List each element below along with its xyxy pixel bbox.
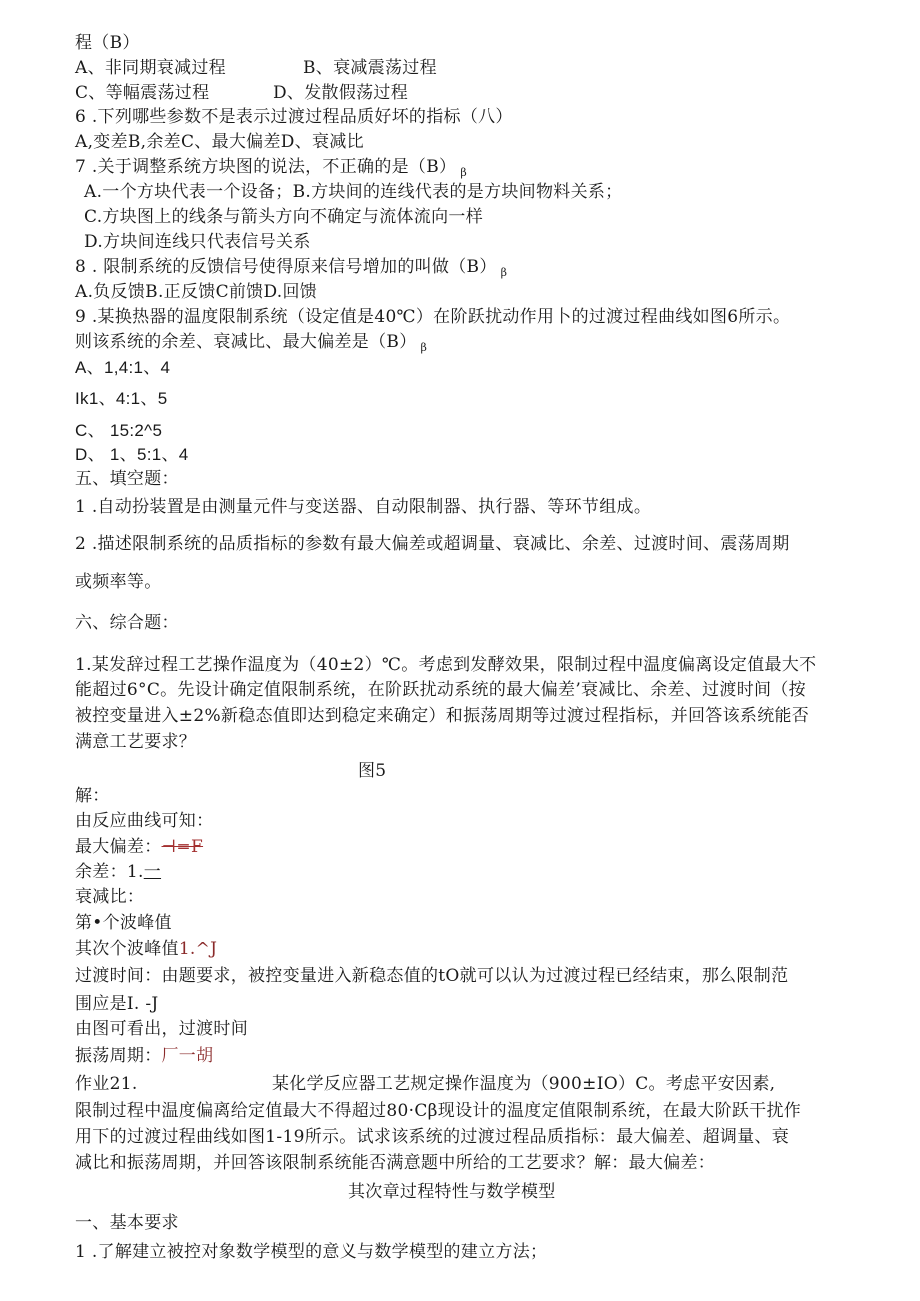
question-7-option-d: D.方块间连线只代表信号关系 xyxy=(84,232,311,252)
problem-text: 满意工艺要求？ xyxy=(75,732,197,752)
problem-text: 1.某发辞过程工艺操作温度为（40±2）℃。考虑到发酵效果，限制过程中温度偏离设定值最大不 xyxy=(75,655,817,675)
homework-text: 某化学反应器工艺规定操作温度为（900±IO）C。考虑平安因素, xyxy=(272,1074,776,1094)
question-8-text: 8 . 限制系统的反馈信号使得原来信号增加的叫做（B） xyxy=(75,257,497,277)
stray-mark: β xyxy=(420,341,428,354)
option-line xyxy=(75,82,209,104)
fill-blank-1: 1 .自动扮装置是由测量元件与变送器、自动限制器、执行器、等环节组成。 xyxy=(75,497,652,517)
transition-time-line: 过渡时间：由题要求，被控变量进入新稳态值的tO就可以认为过渡过程已经结束，那么限制范 xyxy=(75,966,789,986)
fill-blank-2-cont: 或频率等。 xyxy=(75,572,162,592)
oscillation-period-line xyxy=(75,1045,213,1067)
answer-option-c: C、 15:2^5 xyxy=(75,421,163,440)
max-deviation-label: 最大偏差： xyxy=(75,837,162,857)
chapter-title: 其次章过程特性与数学模型 xyxy=(348,1182,556,1202)
fill-blank-2: 2 .描述限制系统的品质指标的参数有最大偏差或超调量、衰减比、余差、过渡时间、震荡周期 xyxy=(75,534,790,554)
option-b: B、衰减震荡过程 xyxy=(303,58,437,78)
answer-option-b: Ik1、4:1、5 xyxy=(75,389,168,408)
stray-mark: β xyxy=(460,166,467,179)
section-heading: 五、填空题： xyxy=(75,469,179,489)
transition-time-result: 由图可看出，过渡时间 xyxy=(75,1019,248,1039)
option-line xyxy=(303,57,437,79)
homework-number: 作业21. xyxy=(75,1074,138,1094)
problem-text: 被控变量进入±2%新稳态值即达到稳定来确定）和振荡周期等过渡过程指标，并回答该系统能否 xyxy=(75,706,810,726)
solution-heading: 解： xyxy=(75,786,110,806)
figure-label: 图5 xyxy=(358,761,387,781)
section-heading: 六、综合题： xyxy=(75,613,179,633)
problem-text: 能超过6°C。先设计确定值限制系统，在阶跃扰动系统的最大偏差’衰减比、余差、过渡时间（按 xyxy=(75,680,806,700)
option-d: D、发散假荡过程 xyxy=(273,83,409,103)
residual-label: 余差：1. xyxy=(75,862,144,882)
question-9-cont xyxy=(75,331,427,359)
question-9: 9 .某换热器的温度限制系统（设定值是40℃）在阶跃扰动作用卜的过渡过程曲线如图6所示。 xyxy=(75,307,791,327)
question-9-text: 则该系统的余差、衰减比、最大偏差是（B） xyxy=(75,332,417,352)
oscillation-period-label: 振荡周期： xyxy=(75,1046,162,1066)
question-8-options: A.负反馈B.正反馈C前馈D.回馈 xyxy=(75,282,318,302)
option-line xyxy=(75,57,226,79)
question-6-options: A,变差B,余差C、最大偏差D、衰减比 xyxy=(75,132,364,152)
first-peak-label: 第•个波峰值 xyxy=(75,913,172,933)
question-7-option-c: C.方块图上的线条与箭头方向不确定与流体流向一样 xyxy=(84,207,484,227)
answer-option-d: D、 1、5:1、4 xyxy=(75,445,189,464)
answer-option-a: A、1,4:1、4 xyxy=(75,358,171,377)
question-7-text: 7 .关于调整系统方块图的说法，不正确的是（B） xyxy=(75,157,457,177)
question-7 xyxy=(75,156,467,184)
second-peak-line xyxy=(75,938,217,960)
requirement-item: 1 .了解建立被控对象数学模型的意义与数学模型的建立方法； xyxy=(75,1242,548,1262)
section-heading: 一、基本要求 xyxy=(75,1213,179,1233)
residual-line xyxy=(75,861,161,883)
question-8 xyxy=(75,256,507,284)
stray-mark: β xyxy=(500,266,508,279)
question-7-option-ab: A.一个方块代表一个设备；B.方块间的连线代表的是方块间物料关系； xyxy=(84,182,623,202)
formula-fragment: 一 xyxy=(143,862,162,882)
option-c: C、等幅震荡过程 xyxy=(75,83,210,103)
homework-text: 减比和振荡周期，并回答该限制系统能否满意题中所给的工艺要求？解：最大偏差： xyxy=(75,1153,716,1173)
second-peak-label: 其次个波峰值 xyxy=(75,939,179,959)
transition-range-line: 围应是I. -J xyxy=(75,994,159,1014)
option-line xyxy=(273,82,408,104)
solution-line: 由反应曲线可知： xyxy=(75,811,214,831)
formula-fragment: 厂一胡 xyxy=(161,1046,214,1066)
formula-fragment: 1.^J xyxy=(178,939,218,959)
homework-text: 用下的过渡过程曲线如图1-19所示。试求该系统的过渡过程品质指标：最大偏差、超调量、衰 xyxy=(75,1127,790,1147)
formula-fragment: ⊣=F xyxy=(161,837,204,857)
max-deviation-line xyxy=(75,836,203,858)
text-line: 程（B） xyxy=(75,33,140,53)
homework-text: 限制过程中温度偏离给定值最大不得超过80·Cβ现设计的温度定值限制系统，在最大阶跃干扰作 xyxy=(75,1101,802,1121)
option-a: A、非同期衰减过程 xyxy=(75,58,226,78)
question-6: 6 .下列哪些参数不是表示过渡过程品质好坏的指标（八） xyxy=(75,107,513,127)
decay-ratio-label: 衰减比： xyxy=(75,887,145,907)
